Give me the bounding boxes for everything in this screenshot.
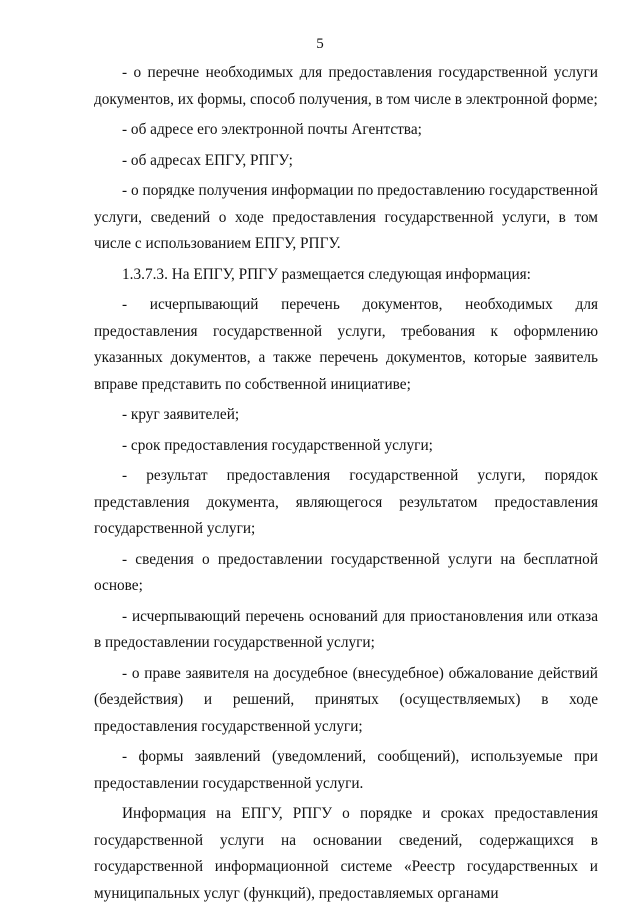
paragraph-result: - результат предоставления государственной услуги, порядок представления документа, являющегося результатом предоставления государственной услуги; — [94, 467, 598, 537]
paragraph-email: - об адресе его электронной почты Агентства; — [122, 121, 422, 138]
paragraph-applicants: - круг заявителей; — [122, 406, 240, 423]
paragraph-refusal-grounds: - исчерпывающий перечень оснований для приостановления или отказа в предоставлении государственной услуги; — [94, 607, 598, 651]
paragraph-application-forms: - формы заявлений (уведомлений, сообщений), используемые при предоставлении государственной услуги. — [94, 748, 598, 792]
paragraph-free-basis: - сведения о предоставлении государственной услуги на бесплатной основе; — [94, 550, 598, 594]
paragraph-registry-info: Информация на ЕПГУ, РПГУ о порядке и сроках предоставления государственной услуги на основании сведений, содержащихся в государственной информационной системе «Реестр государственных и муниципальных услуг (функций), предоставляемых органами — [94, 805, 598, 902]
paragraph-addresses: - об адресах ЕПГУ, РПГУ; — [122, 151, 293, 169]
paragraph-exhaustive-list: - исчерпывающий перечень документов, необходимых для предоставления государственной услуги, требования к оформлению указанных документов, а также перечень документов, которые заявитель вправе представить по собственной инициативе; — [94, 296, 598, 393]
paragraph-section-heading: 1.3.7.3. На ЕПГУ, РПГУ размещается следующая информация: — [122, 265, 531, 283]
paragraph-appeal-right: - о праве заявителя на досудебное (внесудебное) обжалование действий (бездействия) и решений, принятых (осуществляемых) в ходе предоставления государственной услуги; — [94, 664, 598, 735]
page-number: 5 — [316, 36, 324, 52]
document-body — [94, 60, 598, 911]
paragraph-info-procedure: - о порядке получения информации по предоставлению государственной услуги, сведений о ходе предоставления государственной услуги, в том числе с использованием ЕПГУ, РПГУ. — [94, 182, 598, 252]
paragraph-documents-list: - о перечне необходимых для предоставления государственной услуги документов, их формы, способ получения, в том числе в электронной форме; — [94, 64, 598, 108]
paragraph-term: - срок предоставления государственной услуги; — [122, 436, 433, 454]
